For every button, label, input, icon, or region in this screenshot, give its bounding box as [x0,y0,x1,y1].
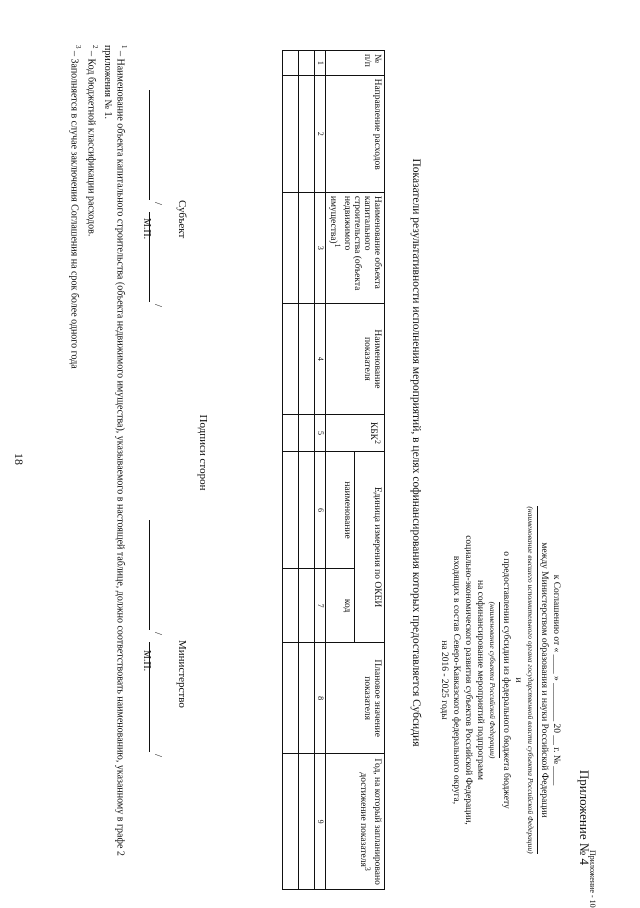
party-subject: Субъект [176,200,188,239]
header-n: № п/п [325,51,384,76]
header-year: Год, на который запланировано достижение показателя$^3$ [325,754,384,890]
header-indicator: Наименование показателя [325,303,384,414]
header-direction: Направление расходов [325,75,384,192]
header-kbk: КБК$^2$ [325,414,384,451]
signature-slash: / [152,754,164,758]
footnotes [67,45,130,885]
agreement-caption-2: (наименование субъекта Российской Федерации) [486,495,500,865]
agreement-line-3: о предоставлении субсидии из федерального бюджета бюджету [501,551,511,809]
footer-label: Приложение - 10 [588,850,597,908]
table-row [282,51,298,890]
header-planned: Плановое значение показателя [325,643,384,754]
agreement-line-4: на софинансирование мероприятий подпрограмм [475,580,485,780]
appendix-title: Приложение № 4 [577,769,592,865]
agreement-block [438,495,562,865]
footnote: $^1$ – Наименование объекта капитального строительства (объекта недвижимого имущества), указываемого в настоящей таблице, должно соответствовать наименованию, указанному в графе 2 приложения № 1. [102,45,128,856]
header-unit-code: код [325,569,355,643]
header-unit-name: наименование [325,451,355,568]
signature-slash: / [152,632,164,636]
table-row [298,51,314,890]
footnote: $^3$ – Заполняется в случае заключения Соглашения на срок более одного года [68,45,82,369]
table-cell [282,51,298,76]
agreement-line-6: входящих в состав Северо-Кавказского федерального округа, [451,555,461,805]
col-number: 4 [314,303,325,414]
party-ministry: Министерство [176,640,188,708]
signatures-title: Подписи сторон [197,414,209,491]
agreement-line-2: между Министерством образования и науки Российской Федерации [539,542,549,818]
signature-line [149,90,162,200]
col-number: 8 [314,643,325,754]
signature-slash: / [152,304,164,308]
table-title: Показатели результативности исполнения мероприятий, в целях софинансирования которых предоставляется Субсидия [410,158,422,747]
page-number: 18 [12,453,26,465]
col-number: 2 [314,75,325,192]
agreement-line-5: социально-экономического развития субъектов Российской Федерации, [463,535,473,825]
col-number: 5 [314,414,325,451]
col-number: 9 [314,754,325,890]
header-unit: Единица измерения по ОКЕИ [355,451,385,642]
column-numbers-row [314,51,325,890]
col-number: 1 [314,51,325,76]
signature-slash: / [152,202,164,206]
agreement-and: и [513,677,523,683]
signature-line [149,520,162,630]
col-number: 3 [314,192,325,303]
seal-mark-ministry: М.П. [141,650,152,672]
col-number: 7 [314,569,325,643]
agreement-caption-1: (наименование высшего исполнительного органа государственной власти субъекта Российской Федерации) [524,495,538,865]
footnote: $^2$ – Код бюджетной классификации расходов. [85,45,99,237]
agreement-line-7: на 2016 - 2025 годы [439,640,449,720]
agreement-line-1: к Соглашению от « ____ » ________ 20 __ г. № ____ [551,574,561,786]
seal-mark-subject: М.П. [141,218,152,240]
col-number: 6 [314,451,325,568]
indicators-table [282,50,385,890]
header-object: Наименование объекта капитального строительства (объекта недвижимого имущества)$^1$ [325,192,384,303]
table-cell [298,51,314,76]
